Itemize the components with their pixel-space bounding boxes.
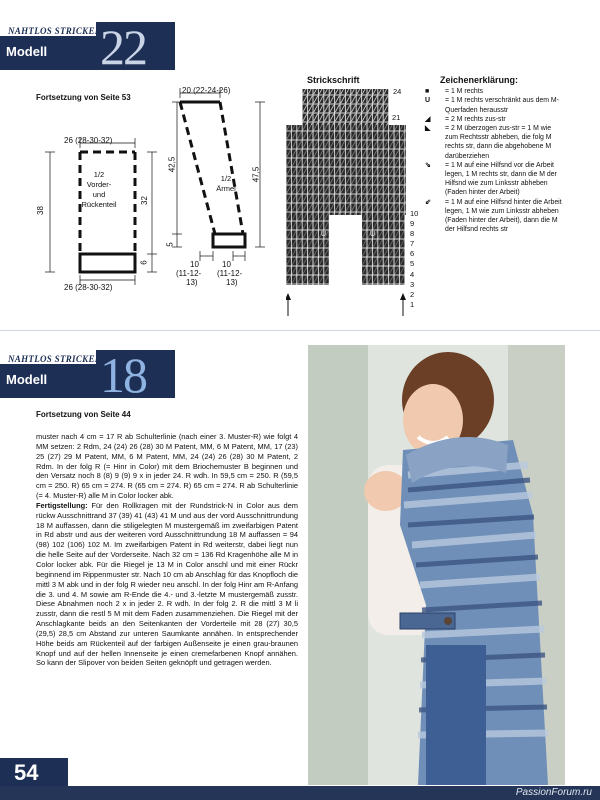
svg-text:U: U <box>321 231 327 238</box>
instructions-text <box>36 432 298 668</box>
body-bottom-width: 26 (28-30-32) <box>64 283 113 292</box>
chart-row-label: 6 <box>410 249 415 259</box>
bottom-header-kicker: NAHTLOS STRICKEN <box>8 354 102 364</box>
sleeve-cuff-sizes-b2: 13) <box>226 278 238 287</box>
footer-bar <box>0 786 600 800</box>
sleeve-cuff-sizes-b: (11-12- <box>217 269 243 278</box>
sleeve-label-line: 1/2 <box>220 174 232 183</box>
chart-row-label: 2 <box>410 289 415 299</box>
sleeve-length-b: 47,5 <box>251 166 261 183</box>
sleeve-cuff-width-b: 10 <box>222 260 231 269</box>
legend-item-text: = 1 M rechts verschränkt aus dem M-Querfaden herausstr <box>445 97 559 114</box>
cross-front-icon: ⇘ <box>425 161 431 169</box>
body-label-line: Rückenteil <box>81 200 117 209</box>
body-label-line: 1/2 <box>93 170 105 179</box>
finishing-text: Für den Rollkragen mit der Rundstrick-N in Color aus dem rückw Ausschnittrand 37 (39) 41 (43) 41 M und aus der vord Ausschnittrundung 18 M auffassen, dann die stiligelegten M mustergemäß im zweifarbigen Patent in Rd abstr und aus der weiteren vord Ausschnittrundung 18 M auffassen = 94 (98) 102 (106) 102 M. Im zweifarbigen Patent in Rd weiterstr, dabei liegt nun die helle Seite auf der Vorderseite. Nach 32 cm = 136 Rd Kragenhöhe alle M in Color locker abk. Für die Riegel je 13 M in Color anschl und mit einer Rückr beginnend im Rippenmuster str. Nach 10 cm ab Anschlag für das Knopfloch die mittl 3 M abk und in der folg R wieder neu anschl. In der folg Hinr am R-Anfang die 3. und 4. M sowie am R-Ende die 4.- und 3.-letzte M mustergemäß zusstr. Diese Abnahmen noch 2 x in jeder 2. R wdh. In der folg 2. R die mittl 3 M li zusstr, dann die restl 5 M mit dem Faden zusammenziehen. Die Riegel mit der Anschlagkante beids an den Seitenkanten der Vorderteile mit 28 (27) 30,5 (29,5) 28,5 cm Abstand zur unteren Saumkante annähen. In entsprechender Höhe beids am Rückenteil auf der farbigen Außenseite je einen grau-braunen Knopf und auf der hellen Innenseite je einen cremefarbenen Knopf annähen. So kann der Slipover von beiden Seiten geknöpft und getragen werden. <box>36 500 298 668</box>
instructions-paragraph-2 <box>36 501 298 668</box>
svg-text:U: U <box>370 231 376 238</box>
chart-row-label: 10 <box>410 209 419 218</box>
body-piece-label <box>78 170 120 210</box>
chart-row-label: 5 <box>410 259 415 269</box>
chart-row-labels-lower <box>410 209 418 310</box>
chart-row-label: 21 <box>392 113 401 122</box>
legend-item-text: = 1 M auf eine Hilfsnd hinter die Arbeit legen, 1 M wie zum Linksstr abheben (Faden hinter der Arbeit), dann die M der Hilfsnd rechts str <box>445 198 562 234</box>
legend-item <box>425 115 565 124</box>
top-header-model-number: 22 <box>100 19 146 75</box>
cross-back-icon: ⇙ <box>425 198 431 206</box>
ssk-icon: ◣ <box>425 125 431 133</box>
sleeve-piece-label <box>206 174 246 194</box>
legend-item-text: = 2 M überzogen zus-str = 1 M wie zum Rechtsstr abheben, die folg M rechts str, dann die abgehobene M darüberziehen <box>445 125 552 160</box>
chart-row-label: 3 <box>410 279 415 289</box>
body-top-width: 26 (28-30-32) <box>64 136 113 145</box>
body-label-line: Vorder- <box>86 180 112 189</box>
legend-item <box>425 161 565 198</box>
sleeve-label-line: Ärmel <box>216 184 236 193</box>
legend-item <box>425 198 565 235</box>
sleeve-length-a: 42,5 <box>167 156 177 173</box>
model-photo <box>308 345 565 785</box>
body-height: 38 <box>36 206 45 215</box>
sleeve-cuff-sizes-a2: 13) <box>186 278 198 287</box>
sleeve-top-width: 20 (22-24-26) <box>182 86 231 95</box>
sleeve-cuff-sizes-a: (11-12- <box>176 269 202 278</box>
k2tog-icon: ◢ <box>425 115 431 123</box>
bottom-header-model-number: 18 <box>100 347 146 403</box>
instructions-paragraph-1: muster nach 4 cm = 17 R ab Schulterlinie (nach einer 3. Muster-R) wie folgt 4 MM setzen: 2 Rdm, 24 (24) 26 (28) 30 M Patent, MM, 6 M Patent, MM, 17 (23) 25 (27) 29 M Patent, MM, 6 M Patent, MM, 24 (24) 26 (28) 30 M Patent, 2 Rdm. In der folg R (= Hinr in Color) mit dem Briochemuster B beginnen und den Versatz noch 8 (8) 9 (9) 9 x in jeder 24. R wdh. In 59,5 cm = 250. R (59,5 cm = 250. R) 65 cm = 274. R (65 cm = 274. R) 65 cm = 274. R ab Schulterlinie (= 4. Muster-R) alle M in Color locker abk. <box>36 432 298 501</box>
sleeve-cuff-width-a: 10 <box>190 260 199 269</box>
section-divider <box>0 330 600 331</box>
legend-item-text: = 1 M auf eine Hilfsnd vor die Arbeit legen, 1 M rechts str, dann die M der Hilfsnd wie zum Linksstr abheben (Faden hinter der Arbeit) <box>445 161 557 197</box>
top-header-kicker: NAHTLOS STRICKEN <box>8 26 102 36</box>
symbol-legend <box>425 76 565 234</box>
twisted-stitch-icon: U <box>425 97 431 105</box>
legend-item <box>425 87 565 96</box>
chart-row-label: 8 <box>410 229 415 239</box>
chart-title: Strickschrift <box>307 75 360 85</box>
body-rib-height: 6 <box>139 260 149 265</box>
top-header-model-label: Modell <box>6 44 48 59</box>
bottom-continuation-note: Fortsetzung von Seite 44 <box>36 410 131 419</box>
chart-row-label: 4 <box>410 269 415 279</box>
bottom-header-model-label: Modell <box>6 372 48 387</box>
legend-item <box>425 124 565 161</box>
legend-item <box>425 96 565 114</box>
legend-title: Zeichenerklärung: <box>440 75 519 85</box>
legend-item-text: = 1 M rechts <box>445 88 484 96</box>
footer-watermark: PassionForum.ru <box>515 787 592 798</box>
chart-row-label: 7 <box>410 239 415 249</box>
knit-stitch-icon: ■ <box>425 88 430 96</box>
top-continuation-note: Fortsetzung von Seite 53 <box>36 93 131 102</box>
model-photo-illustration <box>308 345 565 785</box>
finishing-label: Fertigstellung: <box>36 500 88 510</box>
sleeve-cuff-height: 5 <box>165 242 175 247</box>
legend-item-text: = 2 M rechts zus-str <box>445 115 506 123</box>
chart-row-label: 24 <box>393 87 402 96</box>
page-number: 54 <box>14 760 39 785</box>
chart-row-label: 9 <box>410 219 415 229</box>
chart-row-label: 1 <box>410 299 415 309</box>
body-label-line: und <box>92 190 106 199</box>
body-upper-height: 32 <box>139 196 149 205</box>
